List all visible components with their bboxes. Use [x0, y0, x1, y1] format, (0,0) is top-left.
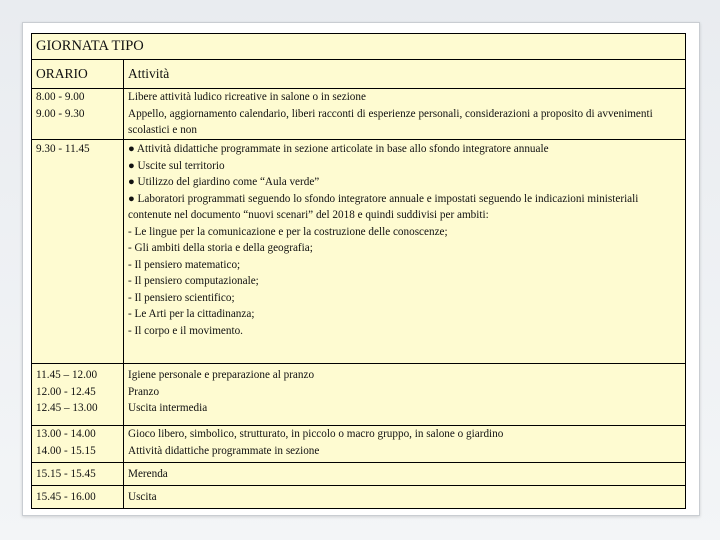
- time-cell: [32, 426, 124, 463]
- table-title: GIORNATA TIPO: [32, 34, 686, 60]
- schedule-table: [31, 33, 686, 509]
- activity-entry: - Il corpo e il movimento.: [128, 324, 243, 337]
- activity-entry: - Il pensiero scientifico;: [128, 291, 235, 304]
- header-row: [32, 60, 686, 89]
- time-entry: 12.00 - 12.45: [36, 385, 96, 398]
- activity-entry: Igiene personale e preparazione al pranzo: [128, 369, 315, 381]
- title-row: [32, 34, 686, 60]
- header-orario: ORARIO: [32, 60, 124, 89]
- activity-entry: - Le Arti per la cittadinanza;: [128, 308, 255, 320]
- activity-cell: [124, 89, 686, 140]
- activity-entry: - Il pensiero computazionale;: [128, 275, 259, 287]
- time-entry: 9.00 - 9.30: [36, 107, 85, 120]
- activity-entry: - Gli ambiti della storia e della geografia;: [128, 242, 313, 254]
- table-row: [32, 140, 686, 364]
- time-cell: [32, 140, 124, 364]
- activity-entry: ● Laboratori programmati seguendo lo sfondo integratore annuale e impostati seguendo le indicazioni ministeriali contenute nel documento “nuovi scenari” del 2018 e quindi suddivisi per ambiti:: [128, 192, 639, 221]
- table-row: [32, 364, 686, 426]
- activity-entry: Gioco libero, simbolico, strutturato, in piccolo o macro gruppo, in salone o giardino: [128, 428, 504, 440]
- activity-cell: [124, 140, 686, 364]
- time-entry: 13.00 - 14.00: [36, 428, 96, 440]
- table-row: [32, 426, 686, 463]
- time-cell: 15.15 - 15.45: [32, 463, 124, 486]
- time-cell: [32, 364, 124, 426]
- header-attivita: Attività: [124, 60, 686, 89]
- time-cell: 15.45 - 16.00: [32, 486, 124, 509]
- activity-cell: Merenda: [124, 463, 686, 486]
- activity-cell: [124, 426, 686, 463]
- activity-cell: Uscita: [124, 486, 686, 509]
- time-entry: 9.30 - 11.45: [36, 143, 90, 155]
- time-cell: [32, 89, 124, 140]
- activity-entry: Attività didattiche programmate in sezione: [128, 444, 320, 457]
- slide: [22, 22, 700, 516]
- time-entry: 8.00 - 9.00: [36, 91, 85, 103]
- activity-entry: - Il pensiero matematico;: [128, 258, 241, 271]
- activity-entry: - Le lingue per la comunicazione e per la costruzione delle conoscenze;: [128, 225, 448, 238]
- time-entry: 11.45 – 12.00: [36, 369, 98, 381]
- activity-entry: Uscita intermedia: [128, 402, 208, 414]
- table-row: [32, 89, 686, 140]
- table-row: [32, 463, 686, 486]
- activity-entry: ● Uscite sul territorio: [128, 159, 225, 172]
- activity-entry: ● Utilizzo del giardino come “Aula verde”: [128, 176, 320, 188]
- activity-entry: Appello, aggiornamento calendario, liberi racconti di esperienze personali, considerazioni a proposito di avvenimenti scolastici e non: [128, 107, 653, 136]
- time-entry: 12.45 – 13.00: [36, 402, 98, 414]
- table-row: [32, 486, 686, 509]
- activity-entry: Libere attività ludico ricreative in salone o in sezione: [128, 91, 366, 103]
- time-entry: 14.00 - 15.15: [36, 444, 96, 457]
- activity-entry: Pranzo: [128, 385, 160, 398]
- activity-cell: [124, 364, 686, 426]
- activity-entry: ● Attività didattiche programmate in sezione articolate in base allo sfondo integratore annuale: [128, 143, 549, 155]
